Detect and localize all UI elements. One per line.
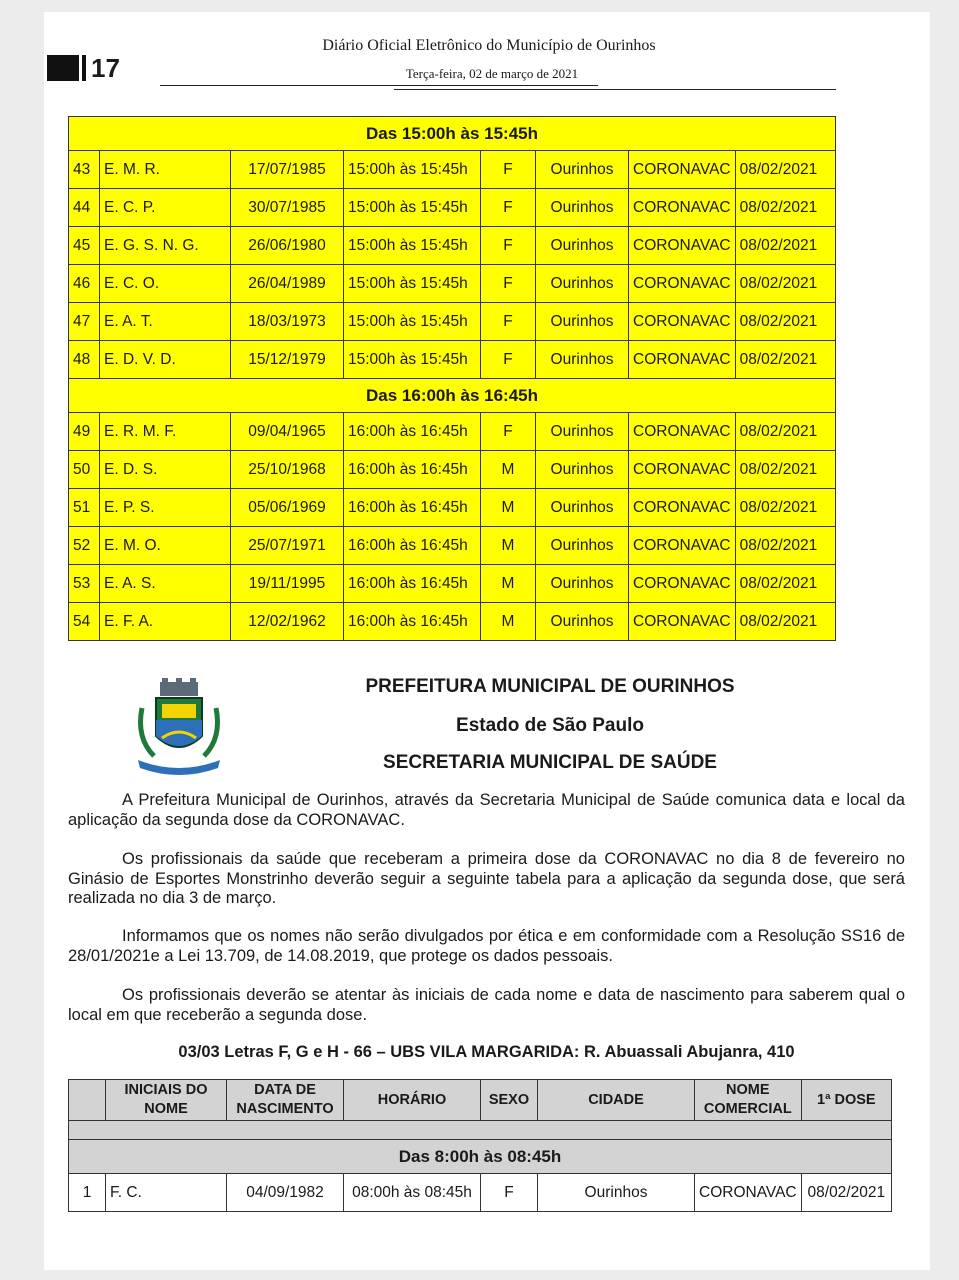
- cell-city: Ourinhos: [536, 603, 629, 641]
- cell-initials: E. G. S. N. G.: [100, 227, 231, 265]
- cell-city: Ourinhos: [536, 451, 629, 489]
- cell-first-dose: 08/02/2021: [735, 151, 835, 189]
- cell-time: 16:00h às 16:45h: [344, 451, 481, 489]
- notice-paragraph: Os profissionais deverão se atentar às iniciais de cada nome e data de nascimento para saberem qual o local em que receberão a segunda dose.: [68, 986, 905, 1024]
- cell-sex: F: [481, 413, 536, 451]
- cell-vaccine: CORONAVAC: [629, 413, 736, 451]
- cell-sex: M: [481, 489, 536, 527]
- header-rule: [394, 89, 836, 90]
- cell-city: Ourinhos: [536, 227, 629, 265]
- cell-number: 43: [69, 151, 100, 189]
- org-state: Estado de São Paulo: [456, 715, 644, 736]
- table-row: [69, 151, 836, 189]
- cell-city: Ourinhos: [538, 1174, 695, 1212]
- cell-time: 16:00h às 16:45h: [344, 603, 481, 641]
- cell-sex: F: [481, 151, 536, 189]
- cell-birth: 04/09/1982: [227, 1174, 344, 1212]
- gazette-page: [44, 12, 930, 1270]
- table-row: [69, 603, 836, 641]
- schedule-table-gray: [68, 1079, 892, 1212]
- table-row: [69, 413, 836, 451]
- table-row: [69, 451, 836, 489]
- cell-sex: F: [481, 303, 536, 341]
- cell-number: 54: [69, 603, 100, 641]
- cell-city: Ourinhos: [536, 265, 629, 303]
- notice-paragraph: Informamos que os nomes não serão divulgados por ética e em conformidade com a Resolução SS16 de 28/01/2021e a Lei 13.709, de 14.08.2019, que protege os dados pessoais.: [68, 927, 905, 965]
- cell-birth: 26/06/1980: [231, 227, 344, 265]
- table-section-row: [69, 379, 836, 413]
- cell-first-dose: 08/02/2021: [735, 413, 835, 451]
- cell-first-dose: 08/02/2021: [801, 1174, 891, 1212]
- cell-first-dose: 08/02/2021: [735, 341, 835, 379]
- cell-city: Ourinhos: [536, 303, 629, 341]
- cell-sex: M: [481, 603, 536, 641]
- cell-initials: E. R. M. F.: [100, 413, 231, 451]
- table-row: [69, 489, 836, 527]
- cell-birth: 12/02/1962: [231, 603, 344, 641]
- cell-first-dose: 08/02/2021: [735, 527, 835, 565]
- cell-initials: E. F. A.: [100, 603, 231, 641]
- table-row: [69, 227, 836, 265]
- cell-first-dose: 08/02/2021: [735, 603, 835, 641]
- cell-first-dose: 08/02/2021: [735, 489, 835, 527]
- cell-time: 16:00h às 16:45h: [344, 565, 481, 603]
- cell-time: 15:00h às 15:45h: [344, 227, 481, 265]
- cell-birth: 26/04/1989: [231, 265, 344, 303]
- cell-birth: 25/07/1971: [231, 527, 344, 565]
- location-subtitle: 03/03 Letras F, G e H - 66 – UBS VILA MARGARIDA: R. Abuassali Abujanra, 410: [178, 1043, 795, 1061]
- cell-birth: 19/11/1995: [231, 565, 344, 603]
- cell-vaccine: CORONAVAC: [629, 565, 736, 603]
- cell-initials: E. D. S.: [100, 451, 231, 489]
- cell-first-dose: 08/02/2021: [735, 303, 835, 341]
- cell-sex: F: [481, 1174, 538, 1212]
- cell-first-dose: 08/02/2021: [735, 227, 835, 265]
- header-birth: DATA DE NASCIMENTO: [227, 1080, 344, 1121]
- cell-first-dose: 08/02/2021: [735, 565, 835, 603]
- cell-city: Ourinhos: [536, 527, 629, 565]
- table-row: [69, 341, 836, 379]
- cell-time: 15:00h às 15:45h: [344, 265, 481, 303]
- table-row: [69, 527, 836, 565]
- cell-first-dose: 08/02/2021: [735, 189, 835, 227]
- cell-number: 51: [69, 489, 100, 527]
- header-number: [69, 1080, 106, 1121]
- cell-city: Ourinhos: [536, 565, 629, 603]
- cell-number: 47: [69, 303, 100, 341]
- table-section-row: [69, 1140, 892, 1174]
- cell-sex: F: [481, 341, 536, 379]
- gazette-title: Diário Oficial Eletrônico do Município de Ourinhos: [322, 37, 656, 54]
- page-number: 17: [91, 53, 120, 83]
- header-first-dose: 1ª DOSE: [801, 1080, 891, 1121]
- cell-birth: 05/06/1969: [231, 489, 344, 527]
- cell-vaccine: CORONAVAC: [629, 265, 736, 303]
- cell-time: 16:00h às 16:45h: [344, 489, 481, 527]
- table-row: [69, 565, 836, 603]
- cell-vaccine: CORONAVAC: [629, 303, 736, 341]
- notice-paragraph: Os profissionais da saúde que receberam a primeira dose da CORONAVAC no dia 8 de fevereiro no Ginásio de Esportes Monstrinho deverão seguir a seguinte tabela para a aplicação da segunda dose, que será realizada no dia 3 de março.: [68, 850, 905, 907]
- municipal-coat-of-arms-logo: [132, 678, 226, 778]
- cell-initials: E. M. R.: [100, 151, 231, 189]
- cell-initials: F. C.: [106, 1174, 227, 1212]
- cell-time: 15:00h às 15:45h: [344, 303, 481, 341]
- header-initials: INICIAIS DO NOME: [106, 1080, 227, 1121]
- cell-birth: 17/07/1985: [231, 151, 344, 189]
- org-department: SECRETARIA MUNICIPAL DE SAÚDE: [383, 752, 717, 773]
- cell-first-dose: 08/02/2021: [735, 265, 835, 303]
- cell-sex: M: [481, 451, 536, 489]
- cell-sex: M: [481, 527, 536, 565]
- cell-time: 08:00h às 08:45h: [344, 1174, 481, 1212]
- header-vaccine: NOME COMERCIAL: [695, 1080, 802, 1121]
- cell-vaccine: CORONAVAC: [629, 603, 736, 641]
- cell-number: 53: [69, 565, 100, 603]
- table-row: [69, 265, 836, 303]
- cell-number: 1: [69, 1174, 106, 1212]
- cell-initials: E. A. S.: [100, 565, 231, 603]
- cell-vaccine: CORONAVAC: [629, 527, 736, 565]
- header-sex: SEXO: [481, 1080, 538, 1121]
- cell-sex: F: [481, 227, 536, 265]
- section-title: Das 8:00h às 08:45h: [69, 1140, 892, 1174]
- cell-time: 15:00h às 15:45h: [344, 189, 481, 227]
- gazette-date: Terça-feira, 02 de março de 2021: [405, 66, 579, 81]
- cell-city: Ourinhos: [536, 189, 629, 227]
- cell-initials: E. P. S.: [100, 489, 231, 527]
- org-name: PREFEITURA MUNICIPAL DE OURINHOS: [365, 676, 735, 697]
- cell-initials: E. D. V. D.: [100, 341, 231, 379]
- cell-initials: E. A. T.: [100, 303, 231, 341]
- cell-initials: E. C. O.: [100, 265, 231, 303]
- cell-birth: 30/07/1985: [231, 189, 344, 227]
- cell-birth: 15/12/1979: [231, 341, 344, 379]
- cell-time: 16:00h às 16:45h: [344, 413, 481, 451]
- header-time: HORÁRIO: [344, 1080, 481, 1121]
- cell-vaccine: CORONAVAC: [629, 341, 736, 379]
- page-marker-block: [47, 55, 79, 81]
- cell-birth: 18/03/1973: [231, 303, 344, 341]
- cell-number: 52: [69, 527, 100, 565]
- table-section-row: [69, 117, 836, 151]
- table-header-row: [69, 1080, 892, 1121]
- cell-time: 16:00h às 16:45h: [344, 527, 481, 565]
- page-marker-bar: [82, 55, 86, 81]
- cell-number: 50: [69, 451, 100, 489]
- table-blank-row: [69, 1121, 892, 1140]
- cell-initials: E. M. O.: [100, 527, 231, 565]
- cell-birth: 09/04/1965: [231, 413, 344, 451]
- cell-sex: F: [481, 265, 536, 303]
- cell-vaccine: CORONAVAC: [629, 189, 736, 227]
- cell-time: 15:00h às 15:45h: [344, 151, 481, 189]
- table-row: [69, 1174, 892, 1212]
- cell-time: 15:00h às 15:45h: [344, 341, 481, 379]
- section-title: Das 15:00h às 15:45h: [69, 117, 836, 151]
- cell-number: 44: [69, 189, 100, 227]
- header-city: CIDADE: [538, 1080, 695, 1121]
- table-row: [69, 303, 836, 341]
- schedule-table-yellow: [68, 116, 836, 641]
- header-rule: [160, 85, 598, 86]
- cell-sex: F: [481, 189, 536, 227]
- cell-number: 46: [69, 265, 100, 303]
- cell-city: Ourinhos: [536, 341, 629, 379]
- cell-vaccine: CORONAVAC: [629, 151, 736, 189]
- cell-birth: 25/10/1968: [231, 451, 344, 489]
- notice-paragraph: A Prefeitura Municipal de Ourinhos, através da Secretaria Municipal de Saúde comunica data e local da aplicação da segunda dose da CORONAVAC.: [68, 791, 905, 829]
- cell-vaccine: CORONAVAC: [629, 489, 736, 527]
- cell-vaccine: CORONAVAC: [629, 451, 736, 489]
- cell-vaccine: CORONAVAC: [695, 1174, 802, 1212]
- cell-sex: M: [481, 565, 536, 603]
- cell-number: 49: [69, 413, 100, 451]
- cell-vaccine: CORONAVAC: [629, 227, 736, 265]
- cell-first-dose: 08/02/2021: [735, 451, 835, 489]
- cell-city: Ourinhos: [536, 489, 629, 527]
- cell-number: 45: [69, 227, 100, 265]
- table-row: [69, 189, 836, 227]
- cell-city: Ourinhos: [536, 151, 629, 189]
- section-title: Das 16:00h às 16:45h: [69, 379, 836, 413]
- cell-initials: E. C. P.: [100, 189, 231, 227]
- cell-number: 48: [69, 341, 100, 379]
- cell-city: Ourinhos: [536, 413, 629, 451]
